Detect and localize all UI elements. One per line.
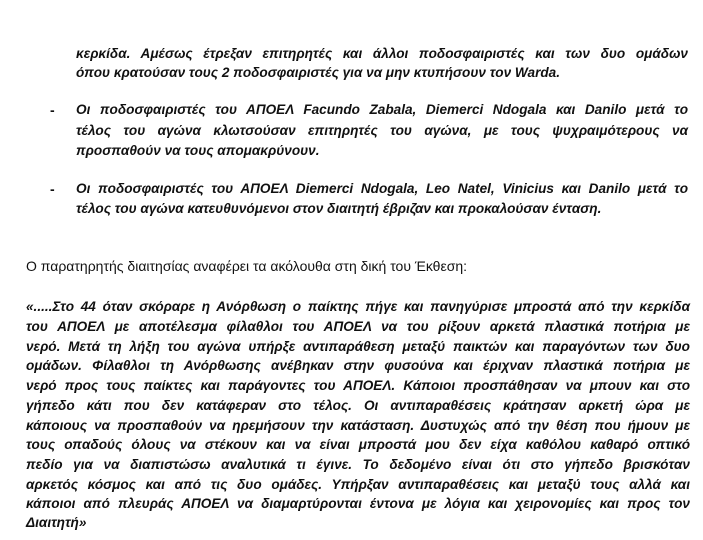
bullet-line: Οι ποδοσφαιριστές του ΑΠΟΕΛ Facundo Zabala, Diemerci Ndogala και Danilo μετά το (76, 102, 688, 117)
quote-line: κάποιους να προσπαθούν να ηρεμήσουν την κατάσταση. Δυστυχώς από την θέση που ήμουν με (26, 418, 690, 433)
quote-line: του ΑΠΟΕΛ με αποτέλεσμα φίλαθλοι του ΑΠΟΕΛ να του ρίξουν αρκετά πλαστικά ποτήρια με (26, 319, 690, 334)
bullet-marker: - (50, 102, 55, 118)
bullet-marker: - (50, 181, 55, 197)
quote-line: γήπεδο κάτι που δεν κατάφεραν στο τέλος. Οι αντιπαραθέσεις κράτησαν αρκετή ώρα με (26, 398, 690, 413)
quote-line: «.....Στο 44 όταν σκόραρε η Ανόρθωση ο παίκτης πήγε και πανηγύρισε μπροστά από την κερκίδα (26, 299, 690, 314)
bullet-line: τέλος του αγώνα κλωτσούσαν επιτηρητές του αγώνα, με τους ψυχραιμότερους να (76, 123, 688, 138)
quote-line: τους οπαδούς όλους να στέκουν και να είναι μπροστά μου δεν είχα καθόλου καθαρό οπτικό (26, 437, 690, 452)
paragraph-line: κερκίδα. Αμέσως έτρεξαν επιτηρητές και άλλοι ποδοσφαιριστές και των δυο ομάδων (76, 46, 688, 61)
quote-line: αρκετός κόσμος και από τις δυο ομάδες. Υπήρξαν αντιπαραθέσεις και μεταξύ τους αλλά και (26, 477, 690, 492)
quote-line: Διαιτητή» (26, 515, 87, 530)
quote-line: κάποιοι από πλευράς ΑΠΟΕΛ να διαμαρτύρονται έντονα με λόγια και χειρονομίες και προς τον (26, 496, 690, 511)
bullet-line: προσπαθούν να τους απομακρύνουν. (76, 143, 320, 158)
paragraph-line: όπου κρατούσαν τους 2 ποδοσφαιριστές για να μην κτυπήσουν τον Warda. (76, 65, 561, 80)
quote-line: νερό. Μετά τη λήξη του αγώνα υπήρξε αντιπαράθεση μεταξύ παικτών και παραγόντων των δυο (26, 339, 690, 354)
bullet-line: Οι ποδοσφαιριστές του ΑΠΟΕΛ Diemerci Ndogala, Leo Natel, Vinicius και Danilo μετά το (76, 181, 688, 196)
quote-line: πεδίο για να διαπιστώσω αναλυτικά τι έγινε. Το δεδομένο είναι ότι στο γήπεδο βρισκόταν (26, 457, 690, 472)
bullet-line: τέλος του αγώνα κατευθυνόμενοι στον διαιτητή έβριζαν και προκαλούσαν ένταση. (76, 201, 602, 216)
quote-line: ομάδων. Φίλαθλοι τη Ανόρθωσης ανέβηκαν στην φυσούνα και έριχναν πλαστικά ποτήρια με (26, 358, 690, 373)
observer-intro: Ο παρατηρητής διαιτησίας αναφέρει τα ακόλουθα στη δική του Έκθεση: (26, 258, 468, 274)
quote-line: νερό προς τους παίκτες και παράγοντες του ΑΠΟΕΛ. Κάποιοι προσπάθησαν να μπουν και στο (26, 378, 690, 393)
